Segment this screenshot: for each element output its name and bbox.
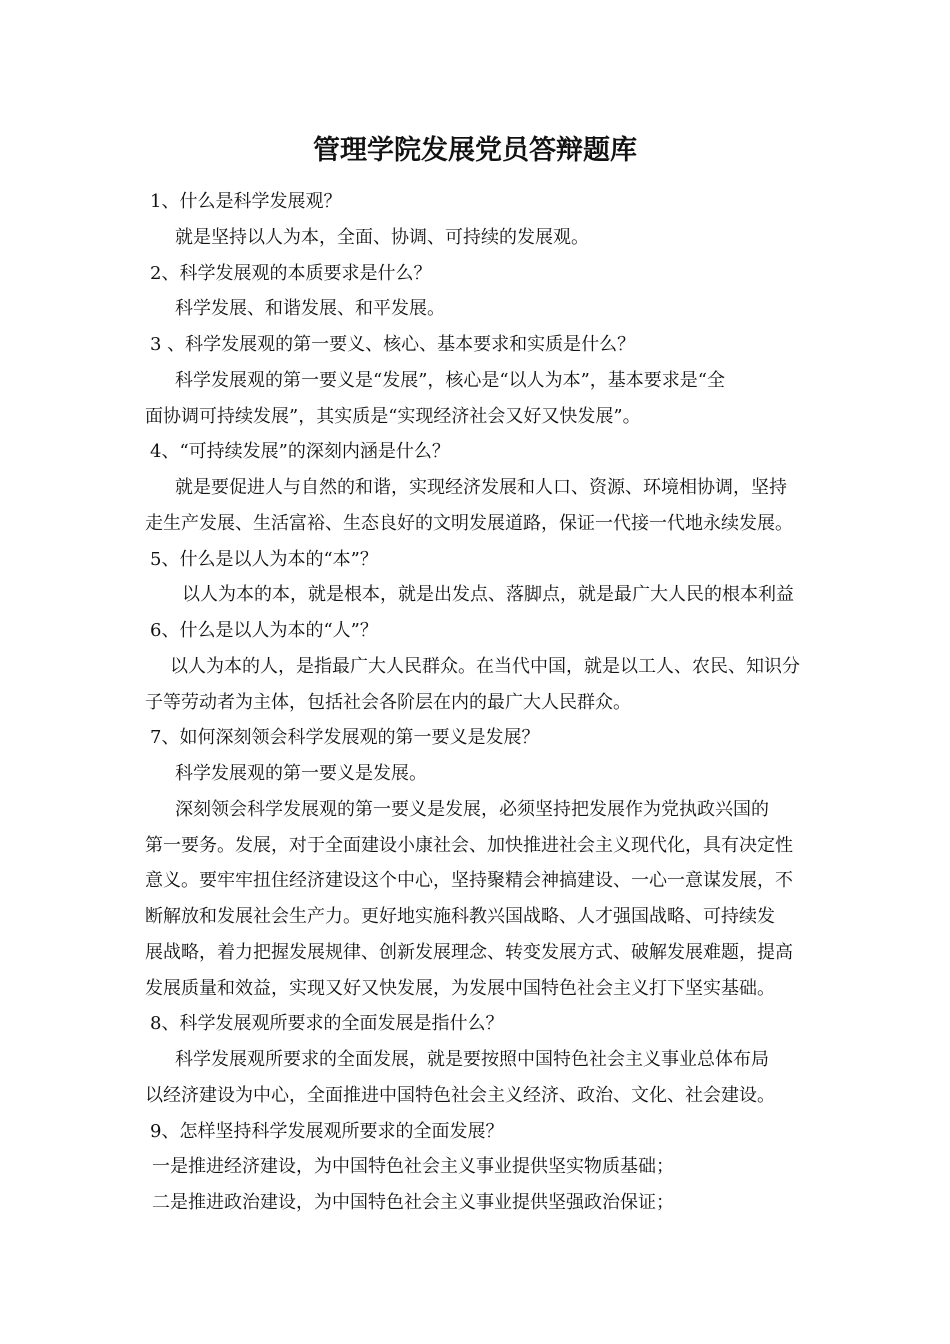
answer-8-line-2: 以经济建设为中心，全面推进中国特色社会主义经济、政治、文化、社会建设。: [145, 1085, 775, 1106]
answer-3-line-1: 科学发展观的第一要义是“发展”，核心是“以人为本”，基本要求是“全: [175, 370, 726, 391]
answer-7-line-1: 科学发展观的第一要义是发展。: [175, 763, 427, 784]
answer-7-line-2: 深刻领会科学发展观的第一要义是发展，必须坚持把发展作为党执政兴国的: [175, 799, 769, 820]
answer-8-line-1: 科学发展观所要求的全面发展，就是要按照中国特色社会主义事业总体布局: [175, 1049, 769, 1070]
answer-3-line-2: 面协调可持续发展”，其实质是“实现经济社会又好又快发展”。: [145, 406, 641, 427]
question-7: 7、如何深刻领会科学发展观的第一要义是发展？: [150, 727, 540, 748]
answer-7-line-7: 发展质量和效益，实现又好又快发展，为发展中国特色社会主义打下坚实基础。: [145, 978, 775, 999]
answer-7-line-3: 第一要务。发展，对于全面建设小康社会、加快推进社会主义现代化，具有决定性: [145, 835, 793, 856]
question-8: 8、科学发展观所要求的全面发展是指什么？: [150, 1013, 504, 1034]
answer-7-line-6: 展战略，着力把握发展规律、创新发展理念、转变发展方式、破解发展难题，提高: [145, 942, 793, 963]
answer-7-line-5: 断解放和发展社会生产力。更好地实施科教兴国战略、人才强国战略、可持续发: [145, 906, 775, 927]
answer-1: 就是坚持以人为本，全面、协调、可持续的发展观。: [175, 227, 589, 248]
answer-2: 科学发展、和谐发展、和平发展。: [175, 298, 445, 319]
question-5: 5、什么是以人为本的“本”？: [150, 549, 378, 570]
answer-4-line-2: 走生产发展、生活富裕、生态良好的文明发展道路，保证一代接一代地永续发展。: [145, 513, 793, 534]
answer-6-line-1: 以人为本的人，是指最广大人民群众。在当代中国，就是以工人、农民、知识分: [170, 656, 800, 677]
answer-6-line-2: 子等劳动者为主体，包括社会各阶层在内的最广大人民群众。: [145, 692, 631, 713]
answer-9-line-1: 一是推进经济建设，为中国特色社会主义事业提供坚实物质基础；: [152, 1156, 674, 1177]
answer-4-line-1: 就是要促进人与自然的和谐，实现经济发展和人口、资源、环境相协调，坚持: [175, 477, 787, 498]
answer-5: 以人为本的本，就是根本，就是出发点、落脚点，就是最广大人民的根本利益: [182, 584, 794, 605]
document-title: 管理学院发展党员答辩题库: [313, 135, 637, 166]
question-9: 9、怎样坚持科学发展观所要求的全面发展？: [150, 1121, 504, 1142]
question-2: 2、科学发展观的本质要求是什么？: [150, 263, 432, 284]
answer-9-line-2: 二是推进政治建设，为中国特色社会主义事业提供坚强政治保证；: [152, 1192, 674, 1213]
answer-7-line-4: 意义。要牢牢扭住经济建设这个中心，坚持聚精会神搞建设、一心一意谋发展，不: [145, 870, 793, 891]
question-4: 4、“可持续发展”的深刻内涵是什么？: [150, 441, 450, 462]
question-6: 6、什么是以人为本的“人”？: [150, 620, 378, 641]
question-3: 3 、科学发展观的第一要义、核心、基本要求和实质是什么？: [150, 334, 636, 355]
question-1: 1、什么是科学发展观？: [150, 191, 342, 212]
